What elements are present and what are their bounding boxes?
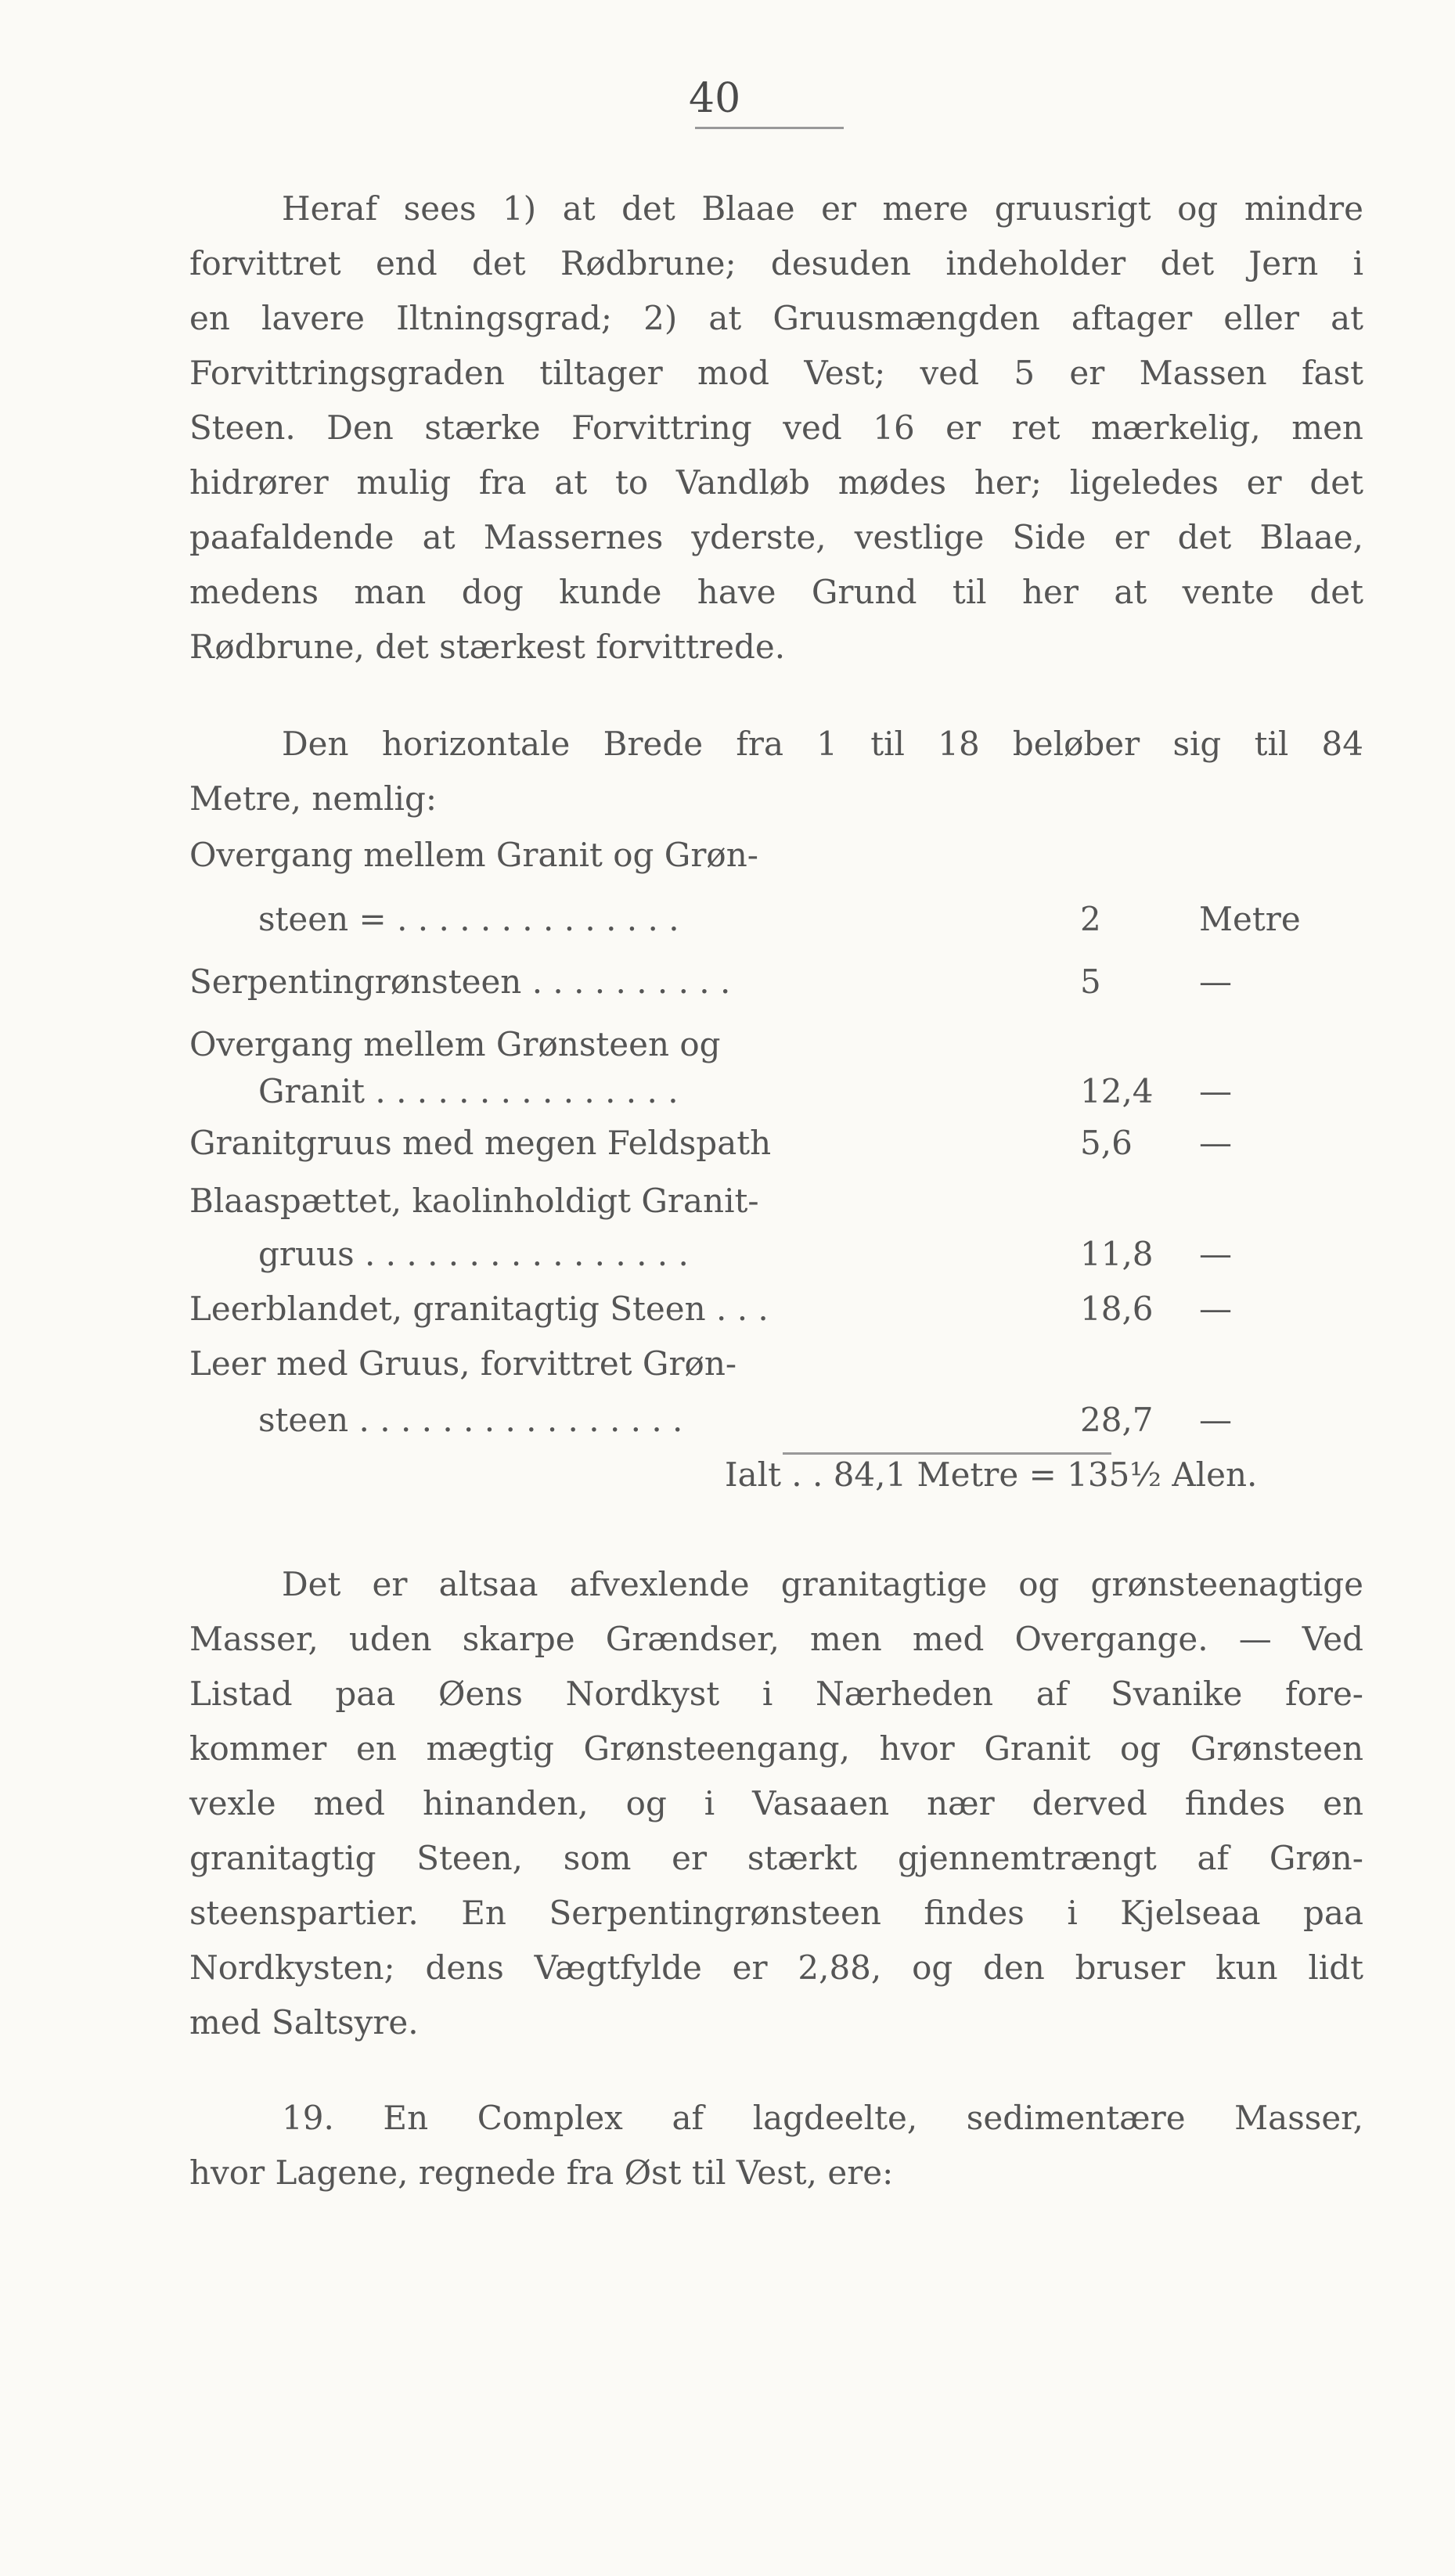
text-line: granitagtig Steen, som er stærkt gjennemtrængt af Grøn- [189, 1839, 1363, 1877]
row-label: Blaaspættet, kaolinholdigt Granit- [189, 1182, 759, 1220]
row-label: gruus . . . . . . . . . . . . . . . . [258, 1235, 689, 1273]
row-unit: — [1199, 1401, 1232, 1439]
text-line: 19. En Complex af lagdeelte, sedimentære Masser, [282, 2099, 1363, 2137]
text-line: med Saltsyre. [189, 2003, 419, 2042]
row-unit: — [1199, 1290, 1232, 1328]
row-unit: — [1199, 1235, 1232, 1273]
row-label: Granit . . . . . . . . . . . . . . . [258, 1072, 679, 1110]
text-line: Steen. Den stærke Forvittring ved 16 er ret mærkelig, men [189, 408, 1363, 447]
row-value: 28,7 [1080, 1401, 1154, 1439]
row-value: 18,6 [1080, 1290, 1154, 1328]
row-unit: — [1199, 962, 1232, 1001]
text-line: hvor Lagene, regnede fra Øst til Vest, ere: [189, 2153, 894, 2192]
text-line: steenspartier. En Serpentingrønsteen findes i Kjelseaa paa [189, 1894, 1363, 1932]
text-line: Heraf sees 1) at det Blaae er mere gruusrigt og mindre [282, 189, 1363, 228]
row-label: Serpentingrønsteen . . . . . . . . . . [189, 962, 731, 1001]
text-line: kommer en mægtig Grønsteengang, hvor Granit og Grønsteen [189, 1729, 1363, 1768]
row-unit: Metre [1199, 900, 1301, 938]
paragraph-4 [189, 2091, 1363, 2200]
text-line: Rødbrune, det stærkest forvittrede. [189, 628, 786, 666]
row-value: 12,4 [1080, 1072, 1154, 1110]
row-label: Overgang mellem Granit og Grøn- [189, 836, 758, 874]
text-line: medens man dog kunde have Grund til her at vente det [189, 573, 1363, 611]
row-value: 5 [1080, 962, 1101, 1001]
row-label: Granitgruus med megen Feldspath [189, 1124, 772, 1162]
paragraph-1 [189, 182, 1363, 675]
table-total: Ialt . . 84,1 Metre = 135½ Alen. [725, 1455, 1258, 1494]
page-number: 40 [689, 75, 741, 122]
row-label: Overgang mellem Grønsteen og [189, 1025, 721, 1063]
text-line: hidrører mulig fra at to Vandløb mødes her; ligeledes er det [189, 463, 1363, 502]
row-unit: — [1199, 1124, 1232, 1162]
text-line: Nordkysten; dens Vægtfylde er 2,88, og den bruser kun lidt [189, 1948, 1363, 1987]
paragraph-3 [189, 1557, 1363, 2050]
text-line: Listad paa Øens Nordkyst i Nærheden af Svanike fore- [189, 1675, 1363, 1713]
row-label: Leerblandet, granitagtig Steen . . . [189, 1290, 769, 1328]
text-line: Masser, uden skarpe Grændser, men med Overgange. — Ved [189, 1620, 1363, 1658]
row-label: steen = . . . . . . . . . . . . . . [258, 900, 679, 938]
row-label: Leer med Gruus, forvittret Grøn- [189, 1344, 737, 1383]
row-unit: — [1199, 1072, 1232, 1110]
row-value: 2 [1080, 900, 1101, 938]
row-label: steen . . . . . . . . . . . . . . . . [258, 1401, 683, 1439]
text-line: Det er altsaa afvexlende granitagtige og grønsteenagtige [282, 1565, 1363, 1603]
text-line: forvittret end det Rødbrune; desuden indeholder det Jern i [189, 244, 1363, 282]
row-value: 5,6 [1080, 1124, 1133, 1162]
text-line: Den horizontale Brede fra 1 til 18 beløber sig til 84 [282, 725, 1363, 763]
paragraph-2 [189, 717, 1363, 826]
page-number-rule [695, 127, 844, 129]
text-line: paafaldende at Massernes yderste, vestlige Side er det Blaae, [189, 518, 1363, 556]
row-value: 11,8 [1080, 1235, 1154, 1273]
text-line: vexle med hinanden, og i Vasaaen nær derved findes en [189, 1784, 1363, 1822]
text-line: en lavere Iltningsgrad; 2) at Gruusmængden aftager eller at [189, 299, 1363, 337]
text-line: Metre, nemlig: [189, 779, 438, 818]
sum-rule [783, 1452, 1111, 1455]
text-line: Forvittringsgraden tiltager mod Vest; ved 5 er Massen fast [189, 354, 1363, 392]
